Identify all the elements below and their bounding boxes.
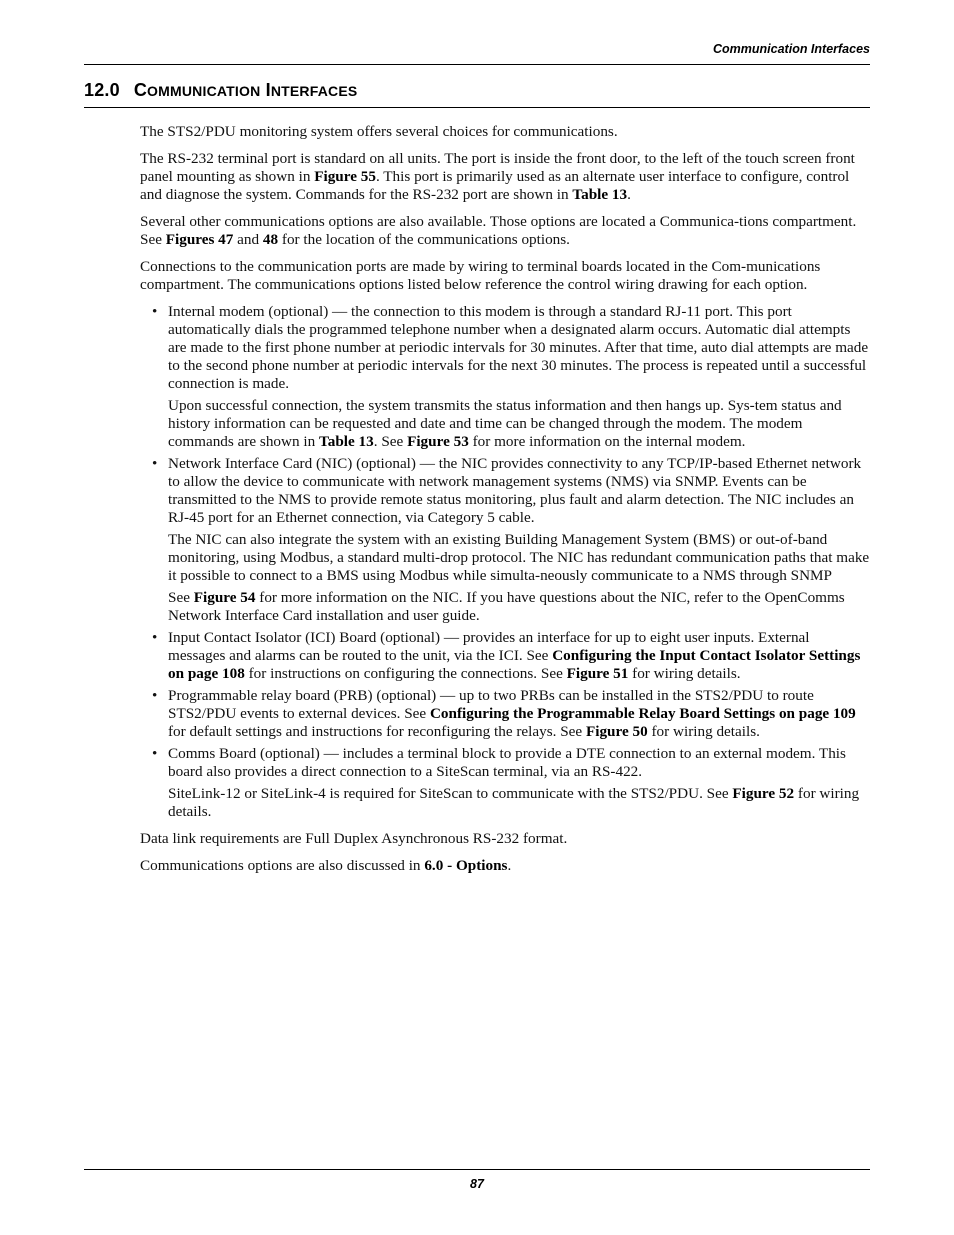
list-item-comms-board	[140, 745, 870, 821]
figure-52-link[interactable]: Figure 52	[732, 785, 795, 802]
bullet-icon: •	[152, 455, 158, 472]
text-run: for wiring details.	[168, 785, 860, 820]
text-run: for more information on the internal modem.	[468, 433, 746, 450]
text-run: Upon successful connection, the system transmits the status information and then hangs up. Sys-tem status and history information can be requested and date and time can be changed through the modem. The modem commands are shown in	[168, 397, 842, 450]
section-number: 12.0	[84, 80, 120, 100]
options-list	[140, 303, 870, 821]
table-13-link[interactable]: Table 13	[319, 433, 374, 450]
figure-50-link[interactable]: Figure 50	[585, 723, 648, 740]
running-header: Communication Interfaces	[713, 42, 870, 56]
figure-51-link[interactable]: Figure 51	[566, 665, 629, 682]
list-item-nic	[140, 455, 870, 625]
list-item-prb	[140, 687, 870, 741]
figure-54-link[interactable]: Figure 54	[193, 589, 256, 606]
body-text	[140, 123, 870, 884]
footer-divider	[84, 1169, 870, 1170]
ici-text	[168, 629, 870, 683]
intro-paragraph: The STS2/PDU monitoring system offers several choices for communications.	[140, 123, 618, 140]
figures-47-link[interactable]: Figures 47	[165, 231, 234, 248]
text-run: Several other communications options are also available. Those options are located a Communica-tions compartment. See	[140, 213, 857, 248]
text-run: SiteLink-12 or SiteLink-4 is required for SiteScan to communicate with the STS2/PDU. See	[168, 785, 733, 802]
nic-text: Network Interface Card (NIC) (optional) — the NIC provides connectivity to any TCP/IP-based Ethernet network to allow the device to communicate with network management systems (NMS) via SNMP. Events can be transmitted to the NMS to provide remote status monitoring, plus fault and alarm detection. The NIC includes an RJ-45 port for an Ethernet connection, via Category 5 cable.	[168, 455, 862, 526]
title-initial-2: I	[265, 80, 271, 100]
text-run: for the location of the communications options.	[278, 231, 570, 248]
rs232-paragraph	[140, 150, 870, 204]
text-run: .	[507, 857, 512, 874]
text-run: The RS-232 terminal port is standard on all units. The port is inside the front door, to the left of the touch screen front panel mounting as shown in	[140, 150, 855, 185]
title-initial-1: C	[133, 80, 148, 100]
nic-reference	[168, 589, 870, 625]
text-run: for instructions on configuring the connections. See	[244, 665, 567, 682]
prb-text	[168, 687, 870, 741]
list-item-ici	[140, 629, 870, 683]
comms-sitelink-text	[168, 785, 870, 821]
figure-53-link[interactable]: Figure 53	[407, 433, 469, 450]
comms-text: Comms Board (optional) — includes a terminal block to provide a DTE connection to an external modem. This board also provides a direct connection to a SiteScan terminal, via an RS-422.	[168, 745, 846, 780]
text-run: for wiring details.	[628, 665, 741, 682]
text-run: See	[168, 589, 194, 606]
bullet-icon: •	[152, 629, 158, 646]
header-divider	[84, 64, 870, 65]
ici-settings-link[interactable]: Configuring the Input Contact Isolator Settings on page 108	[168, 647, 861, 682]
options-paragraph	[140, 213, 870, 249]
bullet-icon: •	[152, 745, 158, 762]
prb-settings-link[interactable]: Configuring the Programmable Relay Board Settings on page 109	[429, 705, 856, 722]
text-run: Communications options are also discussed in	[140, 857, 425, 874]
bullet-icon: •	[152, 687, 158, 704]
figure-55-link[interactable]: Figure 55	[314, 168, 376, 185]
text-run: and	[233, 231, 263, 248]
options-reference-paragraph	[140, 857, 870, 875]
data-link-paragraph: Data link requirements are Full Duplex Asynchronous RS-232 format.	[140, 830, 568, 847]
figure-48-link[interactable]: 48	[262, 231, 279, 248]
page-number: 87	[470, 1177, 484, 1191]
text-run: Input Contact Isolator (ICI) Board (optional) — provides an interface for up to eight user inputs. External messages and alarms can be routed to the unit, via the ICI. See	[168, 629, 810, 664]
list-item-internal-modem	[140, 303, 870, 451]
title-rest-1: OMMUNICATION	[147, 83, 261, 99]
modem-text: Internal modem (optional) — the connection to this modem is through a standard RJ-11 port. This port automatically dials the programmed telephone number when a designated alarm occurs. Automatic dial attempts are made to the first phone number at periodic intervals for 30 minutes. After that time, auto dial attempts are made to the second phone number at periodic intervals for the next 30 minutes. The process is repeated until a successful connection is made.	[168, 303, 869, 392]
text-run: for default settings and instructions for reconfiguring the relays. See	[168, 723, 586, 740]
modem-followup	[168, 397, 870, 451]
text-run: for more information on the NIC. If you have questions about the NIC, refer to the OpenComms Network Interface Card installation and user guide.	[168, 589, 845, 624]
text-run: . See	[373, 433, 408, 450]
text-run: .	[627, 186, 631, 203]
text-run: for wiring details.	[647, 723, 760, 740]
text-run: . This port is primarily used as an alternate user interface to configure, control and diagnose the system. Commands for the RS-232 port are shown in	[140, 168, 850, 203]
text-run: Programmable relay board (PRB) (optional) — up to two PRBs can be installed in the STS2/PDU to route STS2/PDU events to external devices. See	[168, 687, 814, 722]
table-13-link[interactable]: Table 13	[572, 186, 628, 203]
options-section-link[interactable]: 6.0 - Options	[424, 857, 508, 874]
connections-paragraph: Connections to the communication ports are made by wiring to terminal boards located in the Com-munications compartment. The communications options listed below reference the control wiring drawing for each option.	[140, 258, 821, 293]
title-divider	[84, 107, 870, 108]
bullet-icon: •	[152, 303, 158, 320]
section-title	[84, 80, 357, 101]
title-rest-2: NTERFACES	[270, 83, 358, 99]
nic-bms-text: The NIC can also integrate the system with an existing Building Management System (BMS) or out-of-band monitoring, using Modbus, a standard multi-drop protocol. The NIC has redundant communication paths that make it possible to connect to a BMS using Modbus while simulta-neously communicate to a NMS through SNMP	[168, 531, 870, 584]
